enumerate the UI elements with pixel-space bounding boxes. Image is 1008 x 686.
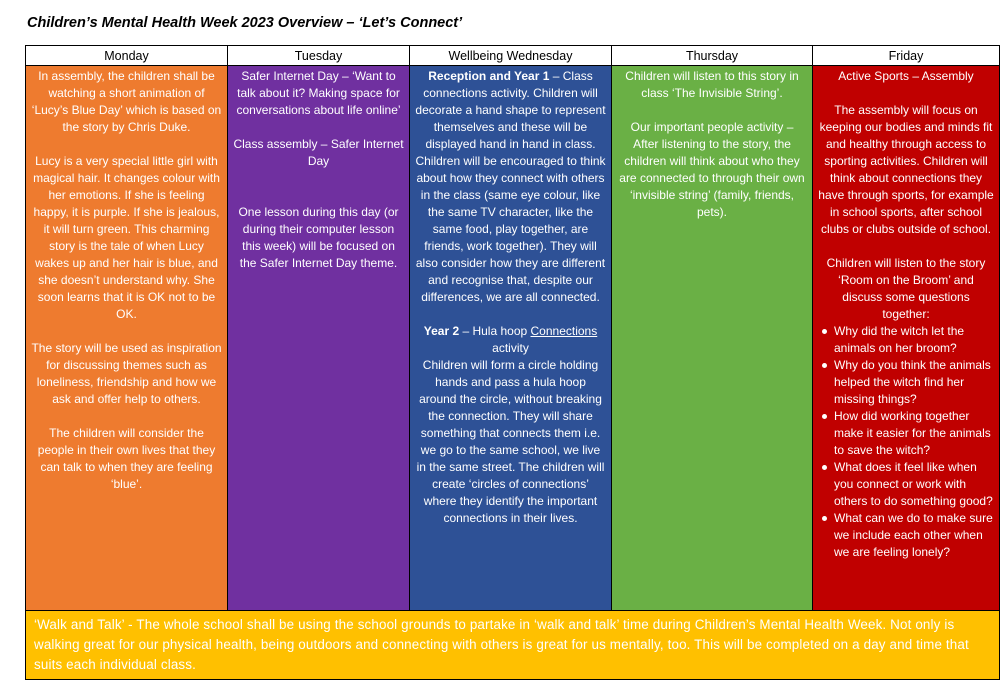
header-monday: Monday <box>26 46 228 66</box>
list-item: Why did the witch let the animals on her broom? <box>820 323 994 357</box>
monday-cell <box>26 66 228 610</box>
header-wednesday: Wellbeing Wednesday <box>410 46 612 66</box>
list-item: How did working together make it easier for the animals to save the witch? <box>820 408 994 459</box>
list-item: What does it feel like when you connect or work with others to do something good? <box>820 459 994 510</box>
monday-paragraph-3: The story will be used as inspiration for discussing themes such as loneliness, friendship and how we ask and offer help to others. <box>31 341 222 406</box>
friday-paragraph-3: Children will listen to the story ‘Room on the Broom’ and discuss some questions together: <box>826 256 986 321</box>
monday-paragraph-2: Lucy is a very special little girl with magical hair. It changes colour with her emotions. If she is feeling happy, it is purple. If she is jealous, it will turn green. This charming story is the tale of when Lucy wakes up and her hair is blue, and she doesn’t understand why. She soon learns that it is OK not to be OK. <box>33 154 220 321</box>
friday-cell <box>813 66 999 610</box>
tuesday-paragraph-3: One lesson during this day (or during their computer lesson this week) will be focused on the Safer Internet Day theme. <box>238 205 399 270</box>
header-friday: Friday <box>813 46 999 66</box>
page-title: Children’s Mental Health Week 2023 Overview – ‘Let’s Connect’ <box>27 15 463 31</box>
wednesday-year2-dash: – Hula hoop <box>459 324 531 338</box>
wednesday-reception-text: – Class connections activity. Children will decorate a hand shape to represent themselves and these will be displayed hand in hand in class. Children will be encouraged to think about how they connect with others in the class (same eye colour, like the same TV character, like the same food, play together, are friends, work together). They will also consider how they are different and recognise that, despite our differences, we are all connected. <box>415 69 606 304</box>
tuesday-paragraph-1: Safer Internet Day – ‘Want to talk about it? Making space for conversations about life online’ <box>236 69 401 117</box>
wednesday-year2-connections: Connections <box>530 324 598 338</box>
friday-paragraph-1: Active Sports – Assembly <box>838 69 974 83</box>
thursday-paragraph-2: Our important people activity – After listening to the story, the children will think about who they are connected to through their own ‘invisible string’ (family, friends, pets). <box>619 120 805 219</box>
thursday-cell <box>612 66 813 610</box>
wednesday-reception-heading: Reception and Year 1 <box>428 69 550 83</box>
walk-and-talk-banner: ‘Walk and Talk’ - The whole school shall be using the school grounds to partake in ‘walk and talk’ time during Children’s Mental Health Week. Not only is walking great for our physical health, being outdoors and connecting with others is great for us mentally, too. This will be completed on a day and time that suits each individual class. <box>26 610 999 679</box>
wednesday-cell <box>410 66 612 610</box>
tuesday-paragraph-2: Class assembly – Safer Internet Day <box>233 137 404 168</box>
wednesday-year2-text: Children will form a circle holding hands and pass a hula hoop around the circle, without breaking the connection. They will share something that connects them i.e. we go to the same school, we live in the same street. The children will create ‘circles of connections’ where they identify the important connections in their lives. <box>416 358 605 525</box>
weekly-overview-table <box>25 45 1000 680</box>
wednesday-year2-heading: Year 2 <box>423 324 460 338</box>
header-thursday: Thursday <box>612 46 813 66</box>
list-item: Why do you think the animals helped the witch find her missing things? <box>820 357 994 408</box>
tuesday-cell <box>228 66 410 610</box>
wednesday-reception-block <box>415 68 606 306</box>
friday-question-list <box>818 323 994 561</box>
wednesday-year2-activity: activity <box>492 341 529 355</box>
list-item: What can we do to make sure we include each other when we are feeling lonely? <box>820 510 994 561</box>
monday-paragraph-4: The children will consider the people in their own lives that they can talk to when they are feeling ‘blue’. <box>37 426 216 491</box>
monday-paragraph-1: In assembly, the children shall be watching a short animation of ‘Lucy’s Blue Day’ which is based on the story by Chris Duke. <box>31 69 222 134</box>
wednesday-year2-heading-line <box>415 323 606 340</box>
friday-paragraph-2: The assembly will focus on keeping our bodies and minds fit and healthy through access to sporting activities. Children will think about connections they have through sports, for example in school sports, after school clubs or clubs outside of school. <box>818 103 994 236</box>
thursday-paragraph-1: Children will listen to this story in class ‘The Invisible String’. <box>625 69 799 100</box>
header-tuesday: Tuesday <box>228 46 410 66</box>
